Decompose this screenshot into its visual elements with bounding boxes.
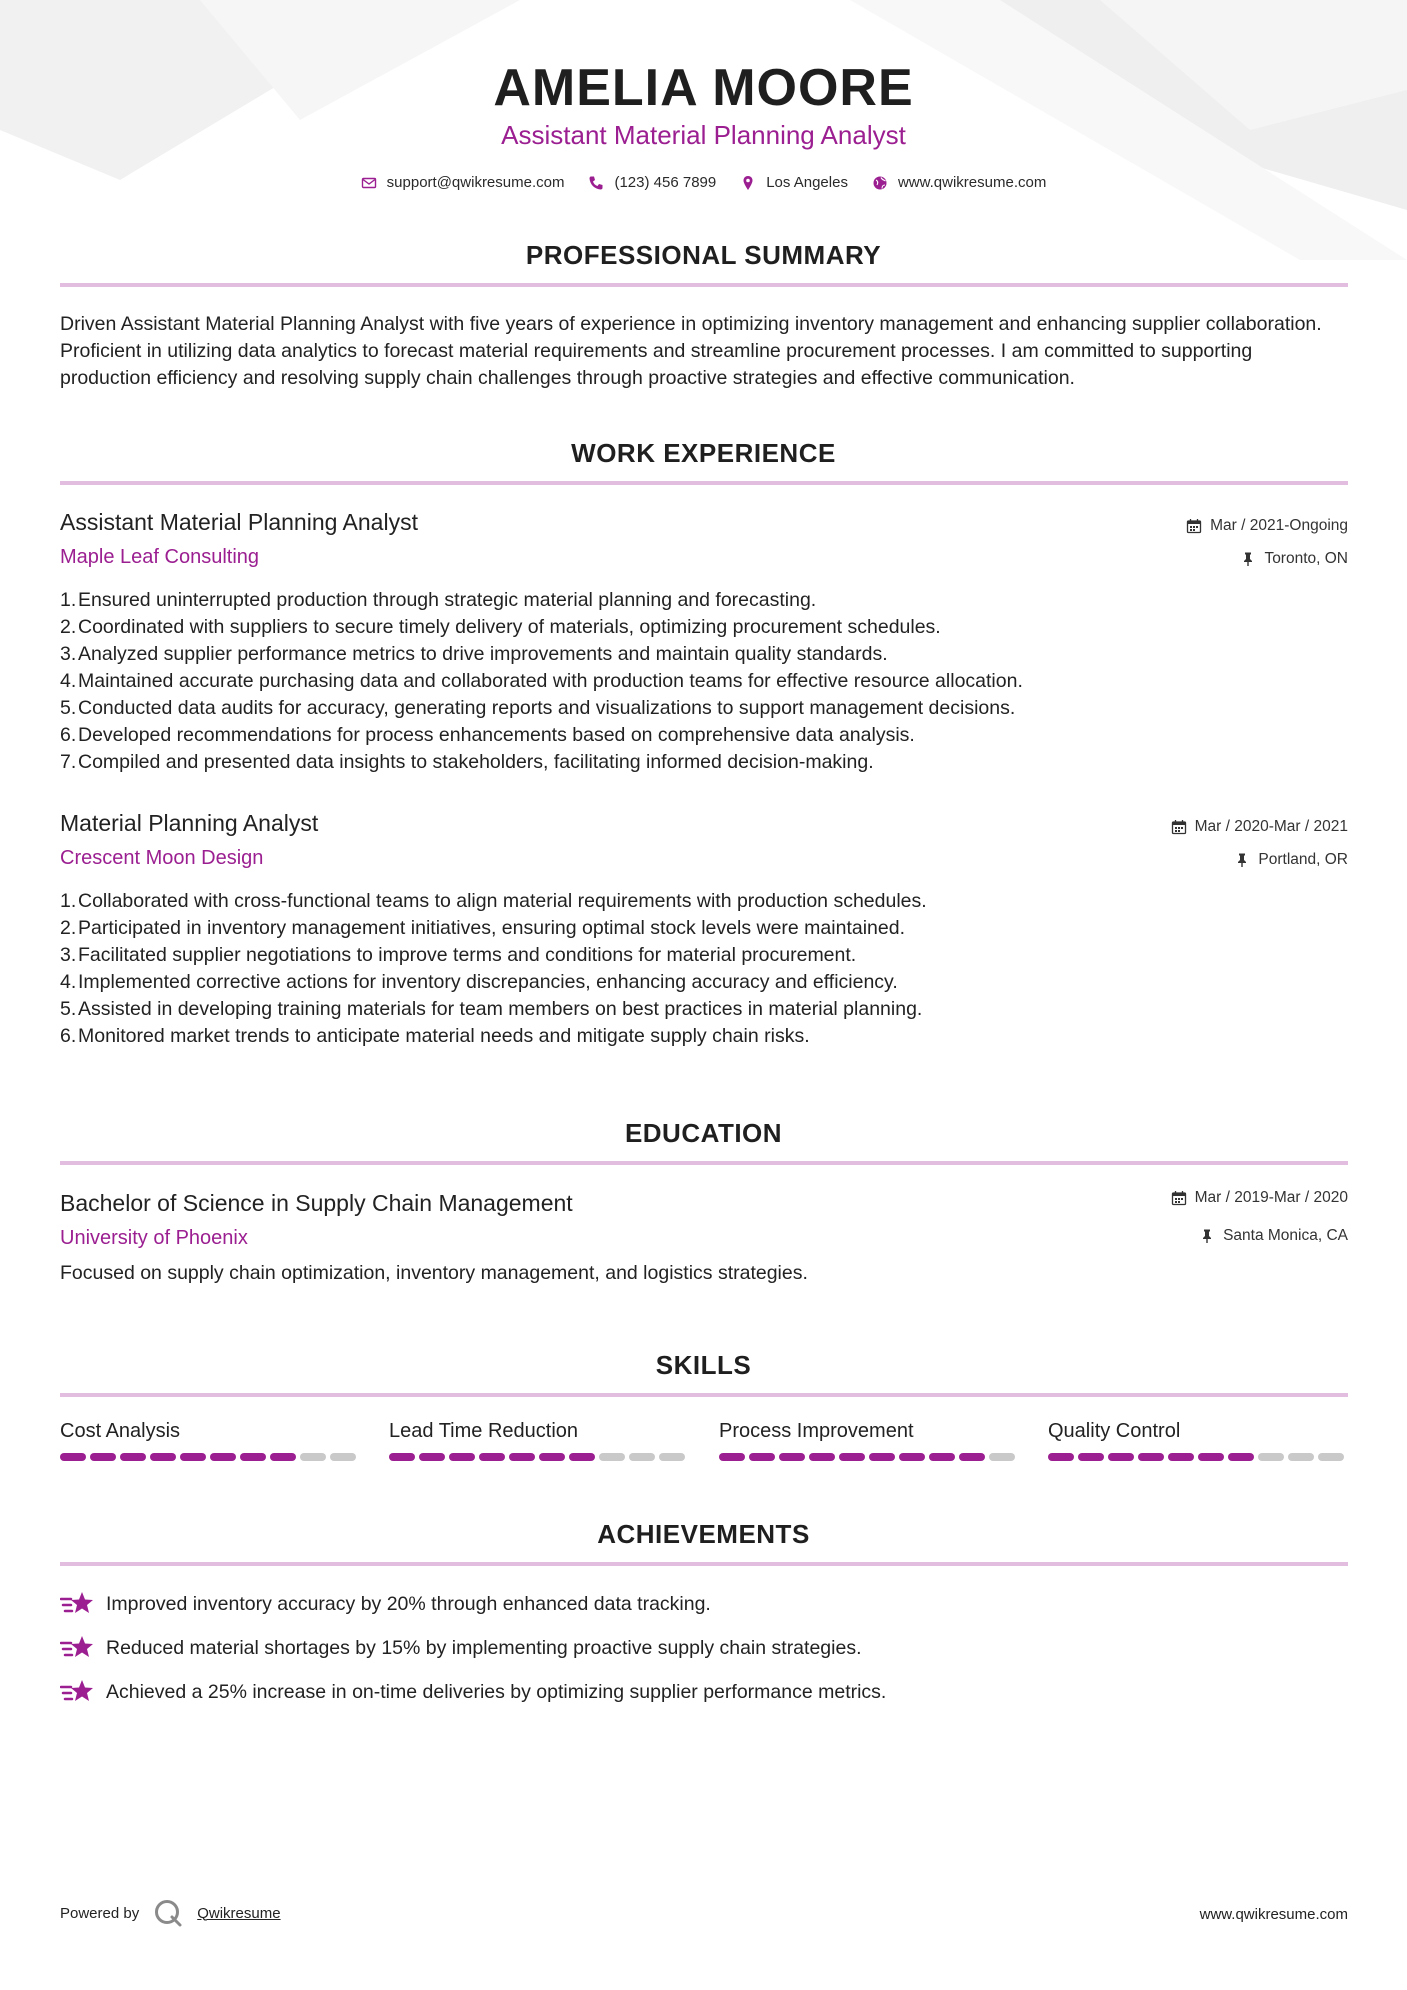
education-date-text: Mar / 2019-Mar / 2020	[1194, 1189, 1348, 1206]
globe-icon	[872, 175, 888, 191]
contact-phone-text: (123) 456 7899	[614, 174, 717, 191]
list-item: 6. Developed recommendations for process enhancements based on comprehensive data analysis.	[60, 724, 915, 746]
skill-segment-filled	[509, 1453, 535, 1461]
skill-segment-filled	[719, 1453, 745, 1461]
skill-segment-filled	[1078, 1453, 1104, 1461]
skill-segment-filled	[959, 1453, 985, 1461]
education-location-text: Santa Monica, CA	[1223, 1227, 1348, 1244]
skill-segment-filled	[389, 1453, 415, 1461]
list-item: 3. Analyzed supplier performance metrics to drive improvements and maintain quality standards.	[60, 643, 888, 665]
footer-brand-link[interactable]: Qwikresume	[197, 1904, 281, 1922]
list-item: 2. Participated in inventory management initiatives, ensuring optimal stock levels were maintained.	[60, 917, 905, 939]
achievement-text: Improved inventory accuracy by 20% through enhanced data tracking.	[106, 1592, 711, 1615]
shooting-star-icon	[60, 1678, 94, 1706]
skill-segment-empty	[989, 1453, 1015, 1461]
contact-phone[interactable]	[588, 174, 716, 191]
list-item: 1. Collaborated with cross-functional teams to align material requirements with production schedules.	[60, 890, 927, 912]
skill-name: Quality Control	[1048, 1420, 1181, 1442]
summary-heading: PROFESSIONAL SUMMARY	[525, 240, 882, 270]
job-location-text: Toronto, ON	[1264, 550, 1348, 567]
achievement-item	[60, 1634, 861, 1662]
skill-segment-filled	[899, 1453, 925, 1461]
job-company: Maple Leaf Consulting	[60, 546, 260, 568]
experience-heading: WORK EXPERIENCE	[571, 438, 836, 468]
skill-segment-filled	[479, 1453, 505, 1461]
map-pin-icon	[740, 175, 756, 191]
summary-text: Driven Assistant Material Planning Analyst with five years of experience in optimizing inventory management and enhancing supplier collaboration. Proficient in utilizing data analytics to forecast material requirements and streamline procurement processes. I am committed to supporting production efficiency and resolving supply chain challenges through proactive strategies and effective communication.	[60, 313, 1322, 389]
skill-segment-empty	[659, 1453, 685, 1461]
calendar-icon	[1186, 518, 1202, 534]
contact-website-text: www.qwikresume.com	[897, 174, 1047, 191]
list-item: 7. Compiled and presented data insights to stakeholders, facilitating informed decision-making.	[60, 751, 874, 773]
achievement-text: Reduced material shortages by 15% by implementing proactive supply chain strategies.	[106, 1636, 862, 1659]
pushpin-icon	[1240, 551, 1256, 567]
list-item: 1. Ensured uninterrupted production through strategic material planning and forecasting.	[60, 589, 817, 611]
footer-powered-by	[60, 1898, 281, 1928]
skill-segment-filled	[120, 1453, 146, 1461]
skill-level-bar	[60, 1453, 360, 1461]
skill-segment-filled	[210, 1453, 236, 1461]
education-date	[1171, 1189, 1348, 1207]
footer-website-link[interactable]: www.qwikresume.com	[1199, 1906, 1348, 1923]
list-item: 6. Monitored market trends to anticipate material needs and mitigate supply chain risks.	[60, 1025, 810, 1047]
phone-icon	[588, 175, 604, 191]
list-item: 5. Conducted data audits for accuracy, generating reports and visualizations to support management decisions.	[60, 697, 1016, 719]
summary-divider	[60, 283, 1348, 287]
contact-location	[740, 174, 848, 191]
candidate-name: AMELIA MOORE	[493, 59, 914, 117]
skill-item	[719, 1420, 1019, 1461]
skill-segment-filled	[1108, 1453, 1134, 1461]
skill-segment-filled	[869, 1453, 895, 1461]
qwikresume-logo-icon	[153, 1898, 183, 1928]
skills-heading: SKILLS	[655, 1350, 752, 1380]
shooting-star-icon	[60, 1590, 94, 1618]
list-item: 3. Facilitated supplier negotiations to improve terms and conditions for material procurement.	[60, 944, 857, 966]
contact-website[interactable]	[872, 174, 1046, 191]
shooting-star-icon	[60, 1634, 94, 1662]
envelope-icon	[361, 175, 377, 191]
achievements-divider	[60, 1562, 1348, 1566]
skill-segment-filled	[839, 1453, 865, 1461]
job-company: Crescent Moon Design	[60, 847, 264, 869]
skill-segment-filled	[779, 1453, 805, 1461]
job-location	[1234, 851, 1348, 869]
achievement-item	[60, 1590, 711, 1618]
skill-level-bar	[389, 1453, 689, 1461]
skill-item	[1048, 1420, 1348, 1461]
contact-email[interactable]	[361, 174, 565, 191]
education-location	[1199, 1227, 1348, 1245]
skill-segment-filled	[749, 1453, 775, 1461]
education-description: Focused on supply chain optimization, inventory management, and logistics strategies.	[60, 1262, 808, 1284]
skill-segment-filled	[1228, 1453, 1254, 1461]
skill-segment-filled	[150, 1453, 176, 1461]
experience-divider	[60, 481, 1348, 485]
skill-segment-filled	[929, 1453, 955, 1461]
skill-item	[389, 1420, 689, 1461]
skill-name: Lead Time Reduction	[389, 1420, 579, 1442]
job-bullets	[60, 888, 1310, 1050]
skill-segment-filled	[1138, 1453, 1164, 1461]
candidate-title: Assistant Material Planning Analyst	[501, 120, 906, 150]
achievements-heading: ACHIEVEMENTS	[597, 1519, 810, 1549]
job-location	[1240, 550, 1348, 568]
education-heading: EDUCATION	[624, 1118, 783, 1148]
job-bullets	[60, 587, 1310, 776]
job-date	[1186, 517, 1348, 535]
education-divider	[60, 1161, 1348, 1165]
contact-email-text: support@qwikresume.com	[386, 174, 565, 191]
degree-title: Bachelor of Science in Supply Chain Management	[60, 1190, 573, 1216]
skill-segment-filled	[539, 1453, 565, 1461]
skill-segment-filled	[1168, 1453, 1194, 1461]
skill-segment-empty	[629, 1453, 655, 1461]
achievement-item	[60, 1678, 886, 1706]
job-date-text: Mar / 2020-Mar / 2021	[1194, 818, 1348, 835]
skill-segment-filled	[419, 1453, 445, 1461]
skill-segment-empty	[1258, 1453, 1284, 1461]
skill-name: Cost Analysis	[60, 1420, 181, 1442]
school-name: University of Phoenix	[60, 1227, 248, 1249]
pushpin-icon	[1199, 1228, 1215, 1244]
skill-segment-filled	[90, 1453, 116, 1461]
skill-segment-empty	[300, 1453, 326, 1461]
job-date	[1171, 818, 1348, 836]
job-title: Assistant Material Planning Analyst	[60, 509, 418, 535]
skill-level-bar	[1048, 1453, 1348, 1461]
list-item: 2. Coordinated with suppliers to secure timely delivery of materials, optimizing procurement schedules.	[60, 616, 941, 638]
pushpin-icon	[1234, 852, 1250, 868]
calendar-icon	[1171, 1190, 1187, 1206]
contact-location-text: Los Angeles	[766, 174, 848, 191]
calendar-icon	[1171, 819, 1187, 835]
skill-segment-filled	[809, 1453, 835, 1461]
skill-item	[60, 1420, 360, 1461]
powered-by-label: Powered by	[60, 1904, 140, 1922]
list-item: 5. Assisted in developing training materials for team members on best practices in material planning.	[60, 998, 923, 1020]
skill-segment-empty	[599, 1453, 625, 1461]
skill-name: Process Improvement	[719, 1420, 914, 1442]
job-title: Material Planning Analyst	[60, 810, 319, 836]
skill-segment-filled	[569, 1453, 595, 1461]
skill-segment-filled	[1048, 1453, 1074, 1461]
achievement-text: Achieved a 25% increase in on-time deliveries by optimizing supplier performance metrics.	[106, 1680, 887, 1703]
skill-segment-filled	[60, 1453, 86, 1461]
job-location-text: Portland, OR	[1258, 851, 1348, 868]
contact-row	[0, 174, 1407, 191]
skill-segment-filled	[270, 1453, 296, 1461]
list-item: 4. Maintained accurate purchasing data and collaborated with production teams for effective resource allocation.	[60, 670, 1023, 692]
skill-segment-empty	[330, 1453, 356, 1461]
skill-segment-filled	[180, 1453, 206, 1461]
skill-segment-filled	[449, 1453, 475, 1461]
skill-segment-filled	[240, 1453, 266, 1461]
list-item: 4. Implemented corrective actions for inventory discrepancies, enhancing accuracy and efficiency.	[60, 971, 898, 993]
skill-segment-filled	[1198, 1453, 1224, 1461]
skill-segment-empty	[1318, 1453, 1344, 1461]
skill-level-bar	[719, 1453, 1019, 1461]
skills-divider	[60, 1393, 1348, 1397]
job-date-text: Mar / 2021-Ongoing	[1210, 517, 1348, 534]
skill-segment-empty	[1288, 1453, 1314, 1461]
